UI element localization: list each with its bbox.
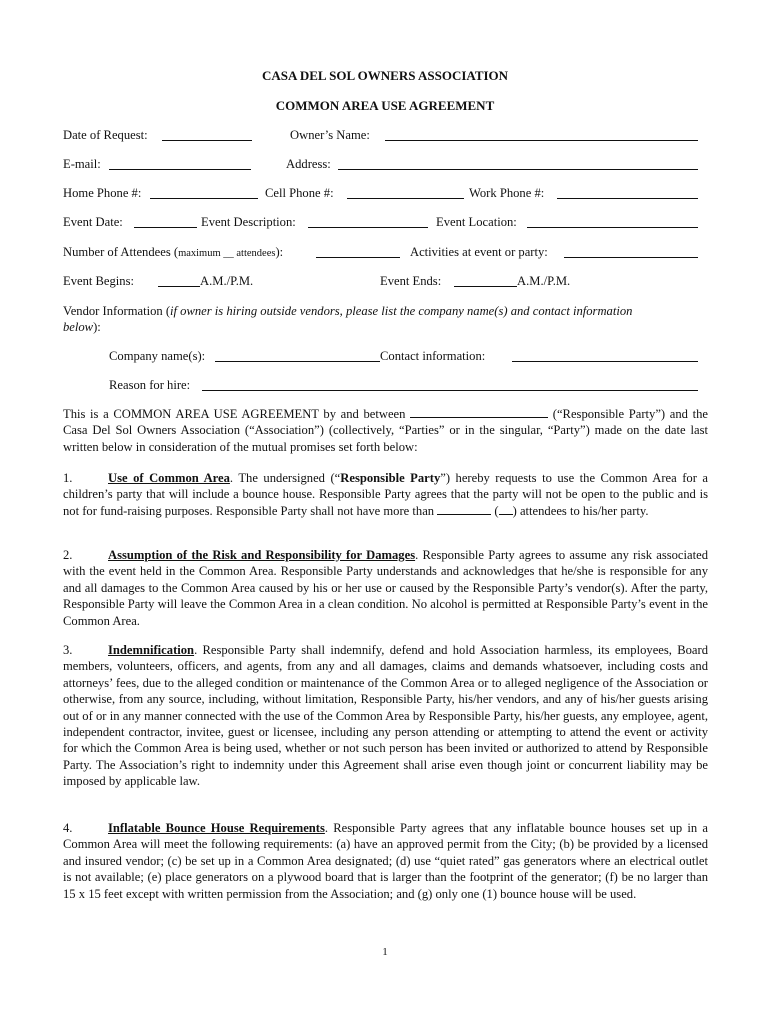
event-begins-field[interactable] xyxy=(158,274,200,287)
event-location-field[interactable] xyxy=(527,215,698,228)
section-indemnification: 3. Indemnification. Responsible Party shall indemnify, defend and hold Association harmless, its employees, Board members, volunteers, officers, and agents, from any and all damages, claims and demands whatsoever, including costs and attorneys’ fees, due to the alleged condition or maintenance of the Common Area or to alleged negligence of the Association or otherwise, from any source, including, without limitation, Responsible Party, his/her vendors, and any of his/her guests arising out of or in any manner connected with the use of the Common Area by Responsible Party, his/her guests, any employee, agent, independent contractor, invitee, guest or licensee, including any person attending or attempting to attend the event or activity for which the Common Area is being used, whether or not such person has been invited or authorized to attend by Responsible Party. The Association’s right to indemnity under this Agreement shall arise even though joint or concurrent liability may be imposed by applicable law. xyxy=(63,643,708,789)
event-ends-ampm: A.M./P.M. xyxy=(517,274,571,288)
address-label: Address: xyxy=(286,157,331,171)
activities-label: Activities at event or party: xyxy=(410,245,548,259)
section-use-of-common-area: 1. Use of Common Area. The undersigned (“Responsible Party”) hereby requests to use the Common Area for a children’s party that will include a bounce house. Responsible Party agrees that the party will not be open to the public and is not for fund-raising purposes. Responsible Party shall not have more than ( ) attendees to his/her party. xyxy=(63,471,708,518)
section-heading: Inflatable Bounce House Requirements xyxy=(108,821,325,835)
event-begins-label: Event Begins: xyxy=(63,274,135,288)
activities-field[interactable] xyxy=(564,245,698,258)
event-ends-field[interactable] xyxy=(454,274,517,287)
cell-phone-field[interactable] xyxy=(347,186,464,199)
max-attendees-number-field[interactable] xyxy=(499,503,513,515)
attendees-maximum-note: maximum __ attendees xyxy=(178,248,276,259)
reason-for-hire-field[interactable] xyxy=(202,378,698,391)
event-date-label: Event Date: xyxy=(63,215,123,229)
attendees-label: Number of Attendees (maximum __ attendees): xyxy=(63,245,284,259)
section-assumption-of-risk: 2. Assumption of the Risk and Responsibility for Damages. Responsible Party agrees to assume any risk associated with the event held in the Common Area. Responsible Party understands and acknowledges that he/she is responsible for any and all damages to the Common Area caused by his or her use or caused by the Responsible Party’s vendor(s). After the party, Responsible Party will leave the Common Area in a clean condition. No alcohol is permitted at Responsible Party’s event in the Common Area. xyxy=(63,548,708,628)
event-ends-label: Event Ends: xyxy=(380,274,442,288)
email-field[interactable] xyxy=(109,157,251,170)
cell-phone-label: Cell Phone #: xyxy=(265,186,334,200)
max-attendees-field[interactable] xyxy=(437,503,491,515)
vendor-information-label: Vendor Information (if owner is hiring outside vendors, please list the company name(s) and contact information below): xyxy=(63,304,633,335)
event-date-field[interactable] xyxy=(134,215,197,228)
company-names-label: Company name(s): xyxy=(109,349,206,363)
event-description-field[interactable] xyxy=(308,215,428,228)
reason-for-hire-label: Reason for hire: xyxy=(109,378,191,392)
date-of-request-label: Date of Request: xyxy=(63,128,148,142)
attendees-field[interactable] xyxy=(316,245,400,258)
organization-title: CASA DEL SOL OWNERS ASSOCIATION xyxy=(261,68,509,83)
owners-name-field[interactable] xyxy=(385,128,698,141)
address-field[interactable] xyxy=(338,157,698,170)
event-description-label: Event Description: xyxy=(201,215,296,229)
work-phone-field[interactable] xyxy=(557,186,698,199)
home-phone-label: Home Phone #: xyxy=(63,186,142,200)
company-names-field[interactable] xyxy=(215,349,380,362)
responsible-party-name-field[interactable] xyxy=(410,406,548,418)
contact-information-field[interactable] xyxy=(512,349,698,362)
section-heading: Indemnification xyxy=(108,643,195,657)
document-title: COMMON AREA USE AGREEMENT xyxy=(275,98,495,113)
contact-information-label: Contact information: xyxy=(380,349,486,363)
event-location-label: Event Location: xyxy=(436,215,517,229)
date-of-request-field[interactable] xyxy=(162,128,252,141)
event-begins-ampm: A.M./P.M. xyxy=(200,274,254,288)
work-phone-label: Work Phone #: xyxy=(469,186,545,200)
section-heading: Assumption of the Risk and Responsibility for Damages xyxy=(108,548,416,562)
intro-paragraph: This is a COMMON AREA USE AGREEMENT by and between (“Responsible Party”) and the Casa Del Sol Owners Association (“Association”) (collectively, “Parties” or in the singular, “Party”) made on the date last written below in consideration of the mutual promises set forth below: xyxy=(63,407,708,454)
section-heading: Use of Common Area xyxy=(108,471,230,485)
page-number: 1 xyxy=(382,946,388,958)
owners-name-label: Owner’s Name: xyxy=(290,128,370,142)
home-phone-field[interactable] xyxy=(150,186,258,199)
email-label: E-mail: xyxy=(63,157,101,171)
section-bounce-house-requirements: 4. Inflatable Bounce House Requirements. Responsible Party agrees that any inflatable bounce houses set up in a Common Area will meet the following requirements: (a) have an approved permit from the City; (b) be provided by a licensed and insured vendor; (c) be set up in a Common Area designated; (d) use “quiet rated” gas generators where an electrical outlet is not available; (e) place generators on a plywood board that is larger than the footprint of the generator; (f) be no larger than 15 x 15 feet except with written permission from the Association; and (g) only one (1) bounce house will be used. xyxy=(63,821,709,901)
